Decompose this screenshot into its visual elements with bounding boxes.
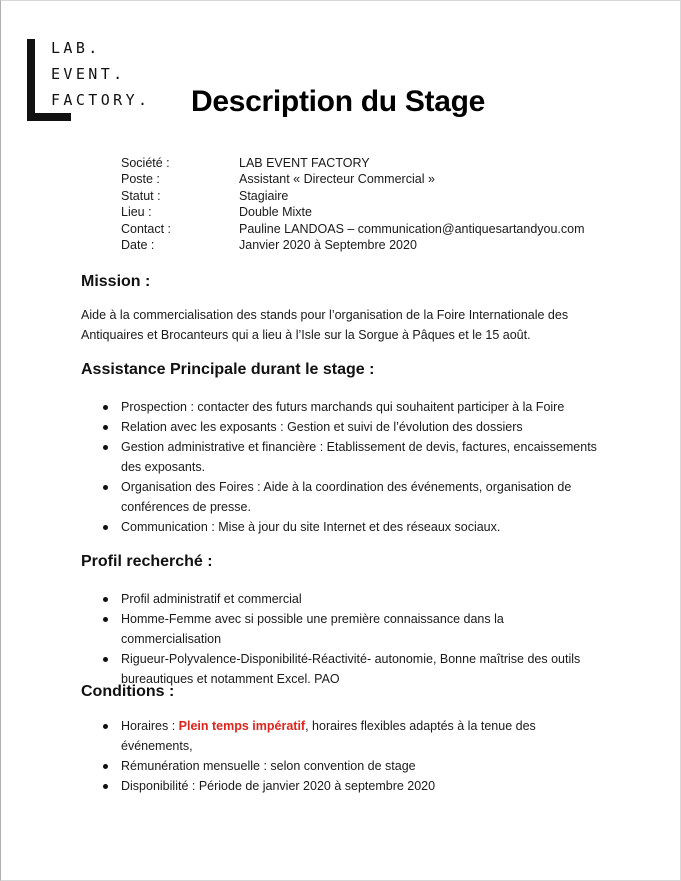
logo-bracket-vertical: [27, 39, 35, 121]
info-value: Double Mixte: [239, 205, 312, 220]
info-value: LAB EVENT FACTORY: [239, 156, 370, 170]
bullet-icon: [103, 617, 108, 622]
conditions-list: [101, 716, 601, 796]
profil-heading: Profil recherché :: [81, 553, 213, 570]
info-row-poste: [121, 171, 585, 187]
list-item-text: Prospection : contacter des futurs marchands qui souhaitent participer à la Foire: [121, 400, 565, 414]
list-item-text: Communication : Mise à jour du site Internet et des réseaux sociaux.: [121, 520, 501, 534]
company-logo: [27, 39, 167, 123]
bullet-icon: [103, 405, 108, 410]
list-item: [101, 756, 601, 776]
mission-heading: Mission :: [81, 273, 151, 290]
profil-list: [101, 589, 601, 689]
list-item: [101, 609, 601, 649]
bullet-icon: [103, 597, 108, 602]
list-item-text: Relation avec les exposants : Gestion et suivi de l’évolution des dossiers: [121, 420, 523, 434]
list-item: [101, 649, 601, 689]
info-label: Poste :: [121, 172, 160, 187]
info-row-societe: [121, 155, 585, 171]
list-item: [101, 477, 601, 517]
bullet-icon: [103, 425, 108, 430]
bullet-icon: [103, 525, 108, 530]
horaires-highlight: Plein temps impératif: [178, 719, 306, 733]
info-label: Date :: [121, 237, 155, 252]
assistance-heading: Assistance Principale durant le stage :: [81, 361, 375, 378]
list-item-text: Homme-Femme avec si possible une première connaissance dans la commercialisation: [121, 612, 504, 646]
horaires-suffix: , horaires flexibles adaptés à la tenue des événements,: [121, 719, 536, 753]
list-item: [101, 517, 601, 537]
bullet-icon: [103, 724, 108, 729]
list-item-text: Profil administratif et commercial: [121, 592, 302, 606]
info-label: Société :: [121, 156, 170, 170]
list-item: [101, 776, 601, 796]
page-title: Description du Stage: [191, 85, 486, 118]
bullet-icon: [103, 445, 108, 450]
info-value: Stagiaire: [239, 188, 289, 203]
list-item-text: Organisation des Foires : Aide à la coordination des événements, organisation de conférences de presse.: [121, 480, 572, 514]
logo-text-line-2: EVENT.: [51, 65, 126, 83]
assistance-list: [101, 397, 601, 537]
info-row-date: [121, 237, 585, 253]
info-value: Janvier 2020 à Septembre 2020: [239, 237, 417, 252]
bullet-icon: [103, 657, 108, 662]
bullet-icon: [103, 485, 108, 490]
info-row-lieu: [121, 204, 585, 220]
list-item: [101, 417, 601, 437]
bullet-icon: [103, 784, 108, 789]
info-label: Contact :: [121, 221, 172, 236]
info-label: Statut :: [121, 188, 161, 203]
horaires-prefix: Horaires :: [121, 719, 179, 733]
list-item: [101, 437, 601, 477]
list-item: [101, 716, 601, 756]
conditions-heading: Conditions :: [81, 683, 175, 700]
bullet-icon: [103, 764, 108, 769]
list-item: [101, 589, 601, 609]
info-label: Lieu :: [121, 205, 152, 220]
info-value: Pauline LANDOAS – communication@antiquesartandyou.com: [239, 221, 585, 236]
logo-text-line-3: FACTORY.: [51, 91, 151, 109]
list-item-text: Gestion administrative et financière : Etablissement de devis, factures, encaissements des exposants.: [121, 440, 597, 474]
logo-bracket-horizontal: [27, 113, 71, 121]
info-value: Assistant « Directeur Commercial »: [239, 172, 435, 187]
info-table: [121, 155, 585, 253]
logo-text-line-1: LAB.: [51, 39, 101, 57]
list-item: [101, 397, 601, 417]
info-row-statut: [121, 188, 585, 204]
info-row-contact: [121, 221, 585, 237]
list-item-text: Disponibilité : Période de janvier 2020 à septembre 2020: [121, 779, 436, 793]
mission-text: Aide à la commercialisation des stands pour l’organisation de la Foire Internationale des Antiquaires et Brocanteurs qui a lieu à l’Isle sur la Sorgue à Pâques et le 15 août.: [81, 308, 569, 342]
list-item-text: Rémunération mensuelle : selon convention de stage: [121, 759, 416, 773]
list-item-text: Rigueur-Polyvalence-Disponibilité-Réactivité- autonomie, Bonne maîtrise des outils bureautiques et notamment Excel. PAO: [121, 652, 581, 686]
